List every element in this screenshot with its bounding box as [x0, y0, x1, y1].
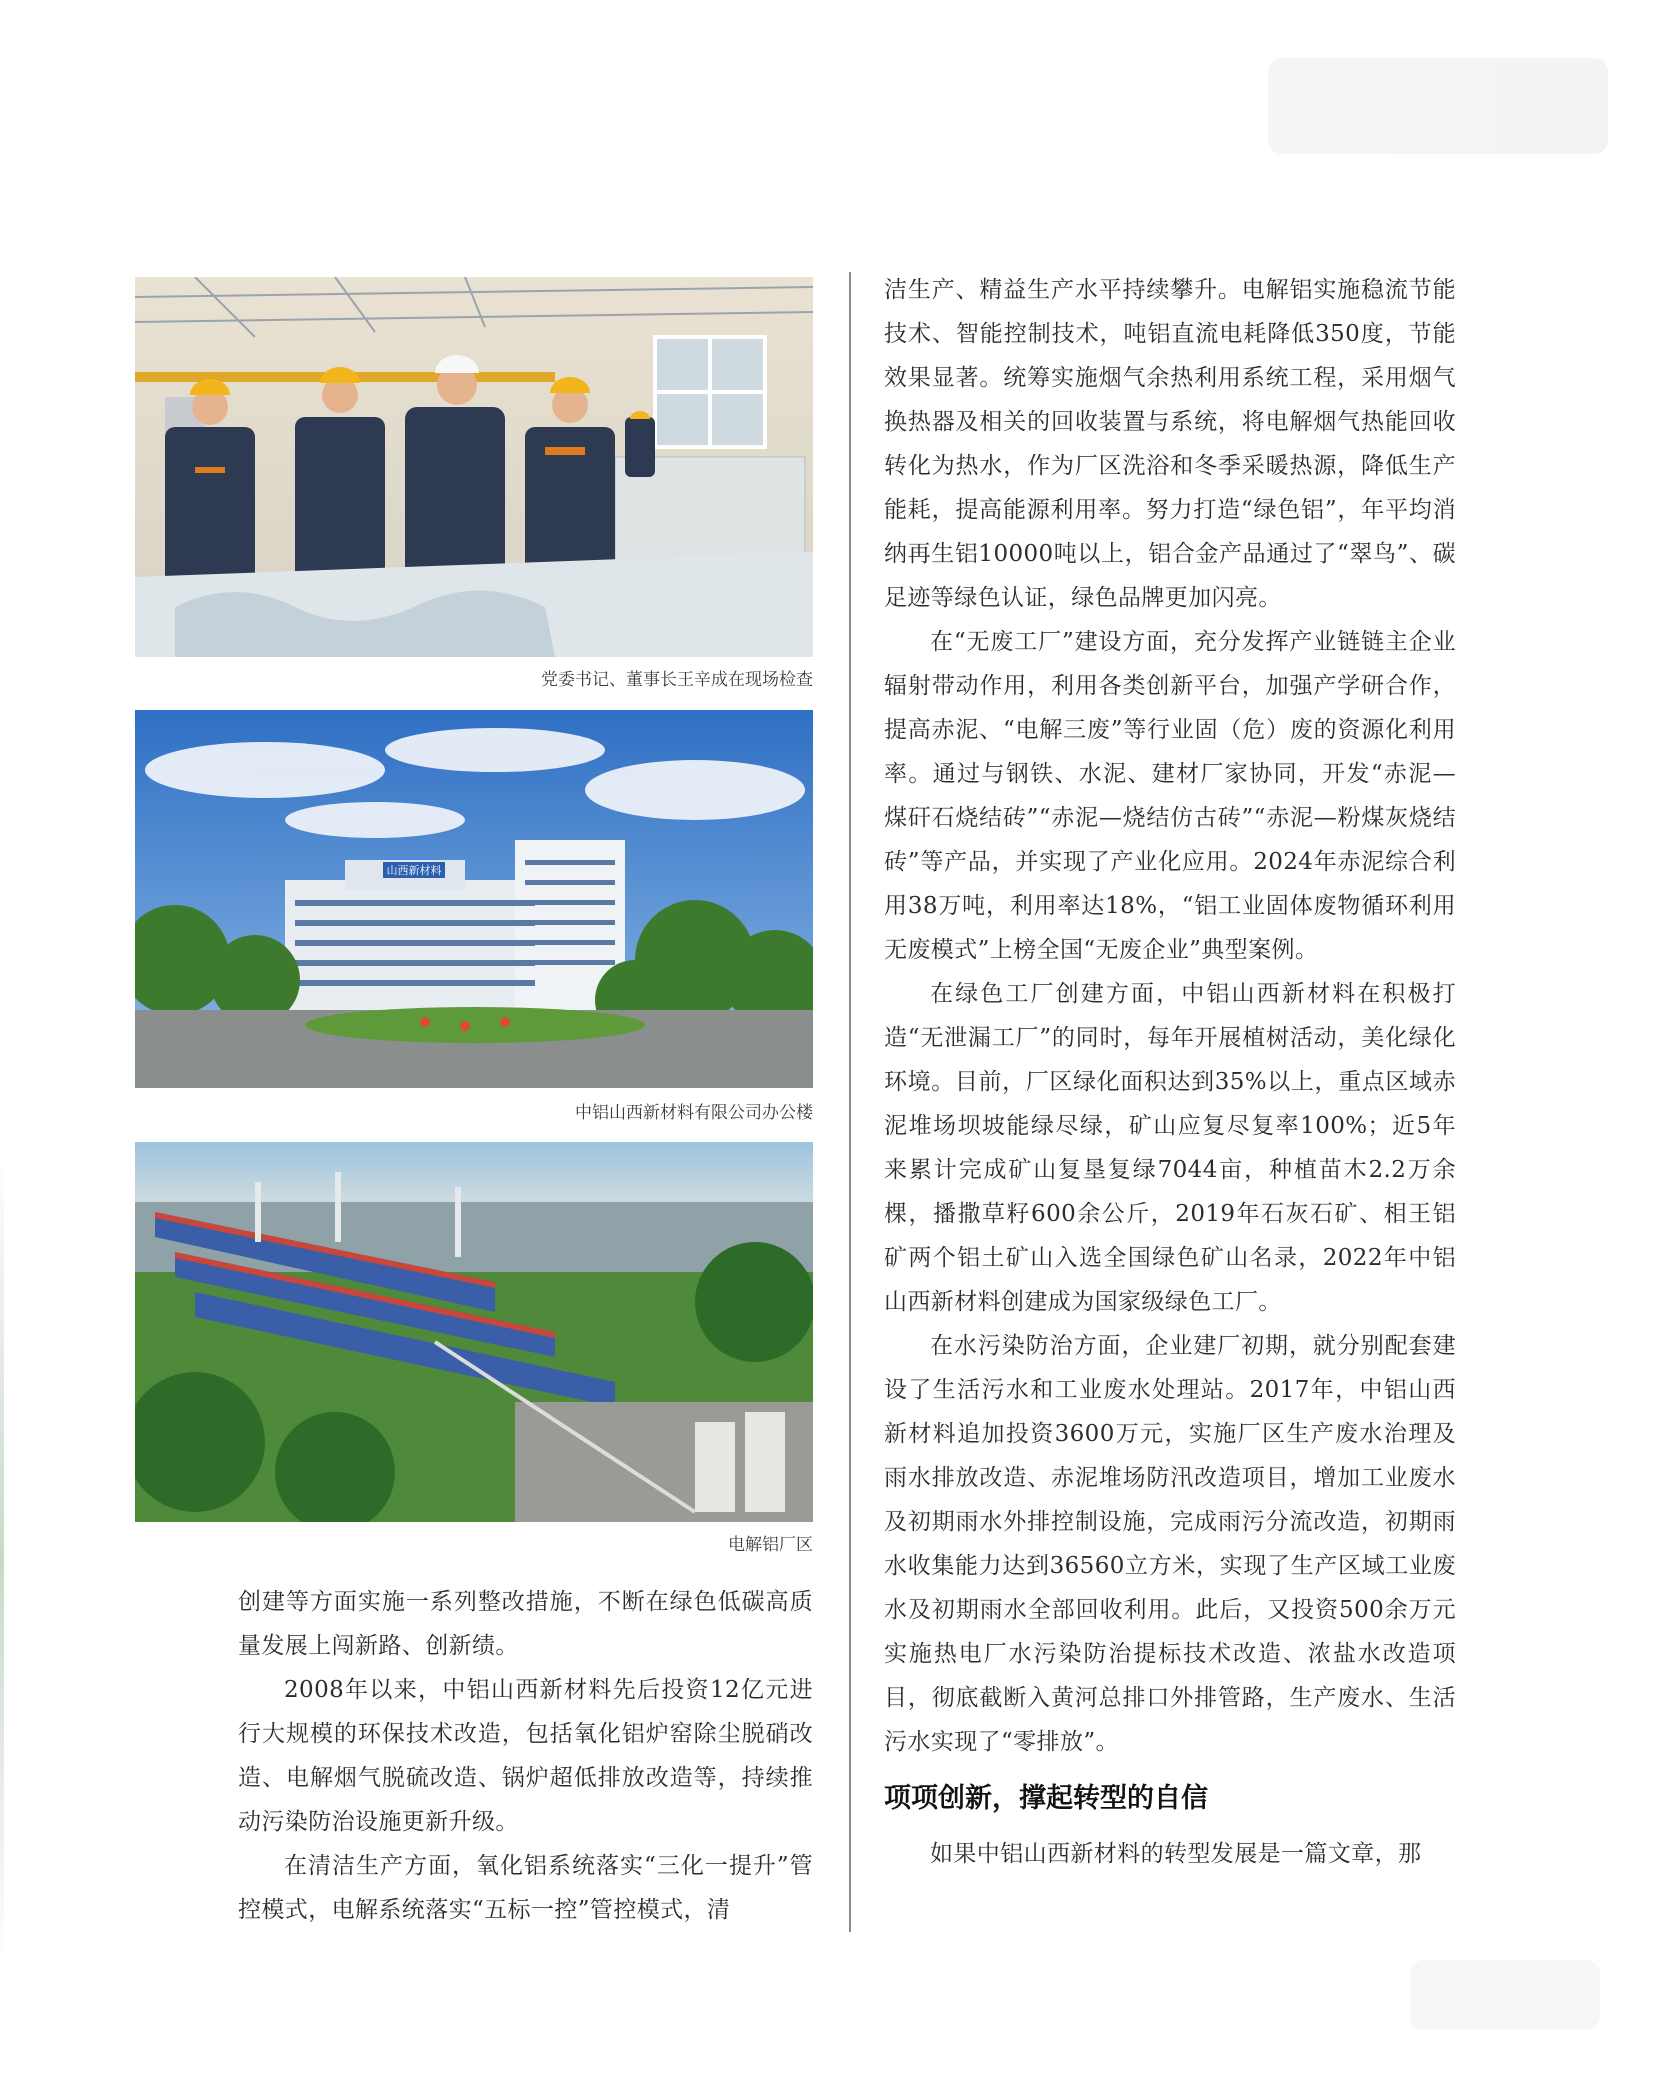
corner-decoration — [1268, 58, 1608, 154]
photo-plant-aerial — [135, 1142, 813, 1522]
photo-caption: 电解铝厂区 — [728, 1535, 813, 1555]
photo-office-building — [135, 710, 813, 1088]
right-column — [884, 268, 1456, 1876]
column-divider — [849, 272, 851, 1932]
paragraph: 在“无废工厂”建设方面，充分发挥产业链链主企业辐射带动作用，利用各类创新平台，加强产学研合作，提高赤泥、“电解三废”等行业固（危）废的资源化利用率。通过与钢铁、水泥、建材厂家协同，开发“赤泥—煤矸石烧结砖”“赤泥—烧结仿古砖”“赤泥—粉煤灰烧结砖”等产品，并实现了产业化应用。2024年赤泥综合利用38万吨，利用率达18%，“铝工业固体废物循环利用无废模式”上榜全国“无废企业”典型案例。 — [884, 629, 1456, 963]
photo-caption: 中铝山西新材料有限公司办公楼 — [575, 1103, 813, 1123]
photo-caption: 党委书记、董事长王辛成在现场检查 — [541, 670, 813, 690]
paragraph: 洁生产、精益生产水平持续攀升。电解铝实施稳流节能技术、智能控制技术，吨铝直流电耗降低350度，节能效果显著。统筹实施烟气余热利用系统工程，采用烟气换热器及相关的回收装置与系统，将电解烟气热能回收转化为热水，作为厂区洗浴和冬季采暖热源，降低生产能耗，提高能源利用率。努力打造“绿色铝”，年平均消纳再生铝10000吨以上，铝合金产品通过了“翠鸟”、碳足迹等绿色认证，绿色品牌更加闪亮。 — [884, 277, 1456, 611]
photo-plant-aerial-image — [135, 1142, 813, 1522]
photo-inspection — [135, 277, 813, 657]
corner-decoration-bottom — [1410, 1960, 1600, 2030]
paragraph: 在水污染防治方面，企业建厂初期，就分别配套建设了生活污水和工业废水处理站。2017年，中铝山西新材料追加投资3600万元，实施厂区生产废水治理及雨水排放改造、赤泥堆场防汛改造项目，增加工业废水及初期雨水外排控制设施，完成雨污分流改造，初期雨水收集能力达到36560立方米，实现了生产区域工业废水及初期雨水全部回收利用。此后，又投资500余万元实施热电厂水污染防治提标技术改造、浓盐水改造项目，彻底截断入黄河总排口外排管路，生产废水、生活污水实现了“零排放”。 — [884, 1333, 1456, 1755]
section-heading: 项项创新，撑起转型的自信 — [884, 1783, 1208, 1814]
paragraph: 2008年以来，中铝山西新材料先后投资12亿元进行大规模的环保技术改造，包括氧化铝炉窑除尘脱硝改造、电解烟气脱硫改造、锅炉超低排放改造等，持续推动污染防治设施更新升级。 — [238, 1677, 813, 1835]
paragraph: 在绿色工厂创建方面，中铝山西新材料在积极打造“无泄漏工厂”的同时，每年开展植树活动，美化绿化环境。目前，厂区绿化面积达到35%以上，重点区域赤泥堆场坝坡能绿尽绿，矿山应复尽复率100%；近5年来累计完成矿山复垦复绿7044亩，种植苗木2.2万余棵，播撒草籽600余公斤，2019年石灰石矿、相王铝矿两个铝土矿山入选全国绿色矿山名录，2022年中铝山西新材料创建成为国家级绿色工厂。 — [884, 981, 1456, 1315]
photo-office-building-image — [135, 710, 813, 1088]
photo-inspection-image — [135, 277, 813, 657]
paragraph: 创建等方面实施一系列整改措施，不断在绿色低碳高质量发展上闯新路、创新绩。 — [238, 1589, 813, 1659]
edge-decoration — [0, 1150, 4, 1970]
paragraph: 在清洁生产方面，氧化铝系统落实“三化一提升”管控模式，电解系统落实“五标一控”管控模式，清 — [238, 1853, 813, 1923]
building-sign: 山西新材料 — [386, 864, 442, 877]
paragraph: 如果中铝山西新材料的转型发展是一篇文章，那 — [930, 1841, 1422, 1867]
left-column — [238, 1580, 813, 1932]
